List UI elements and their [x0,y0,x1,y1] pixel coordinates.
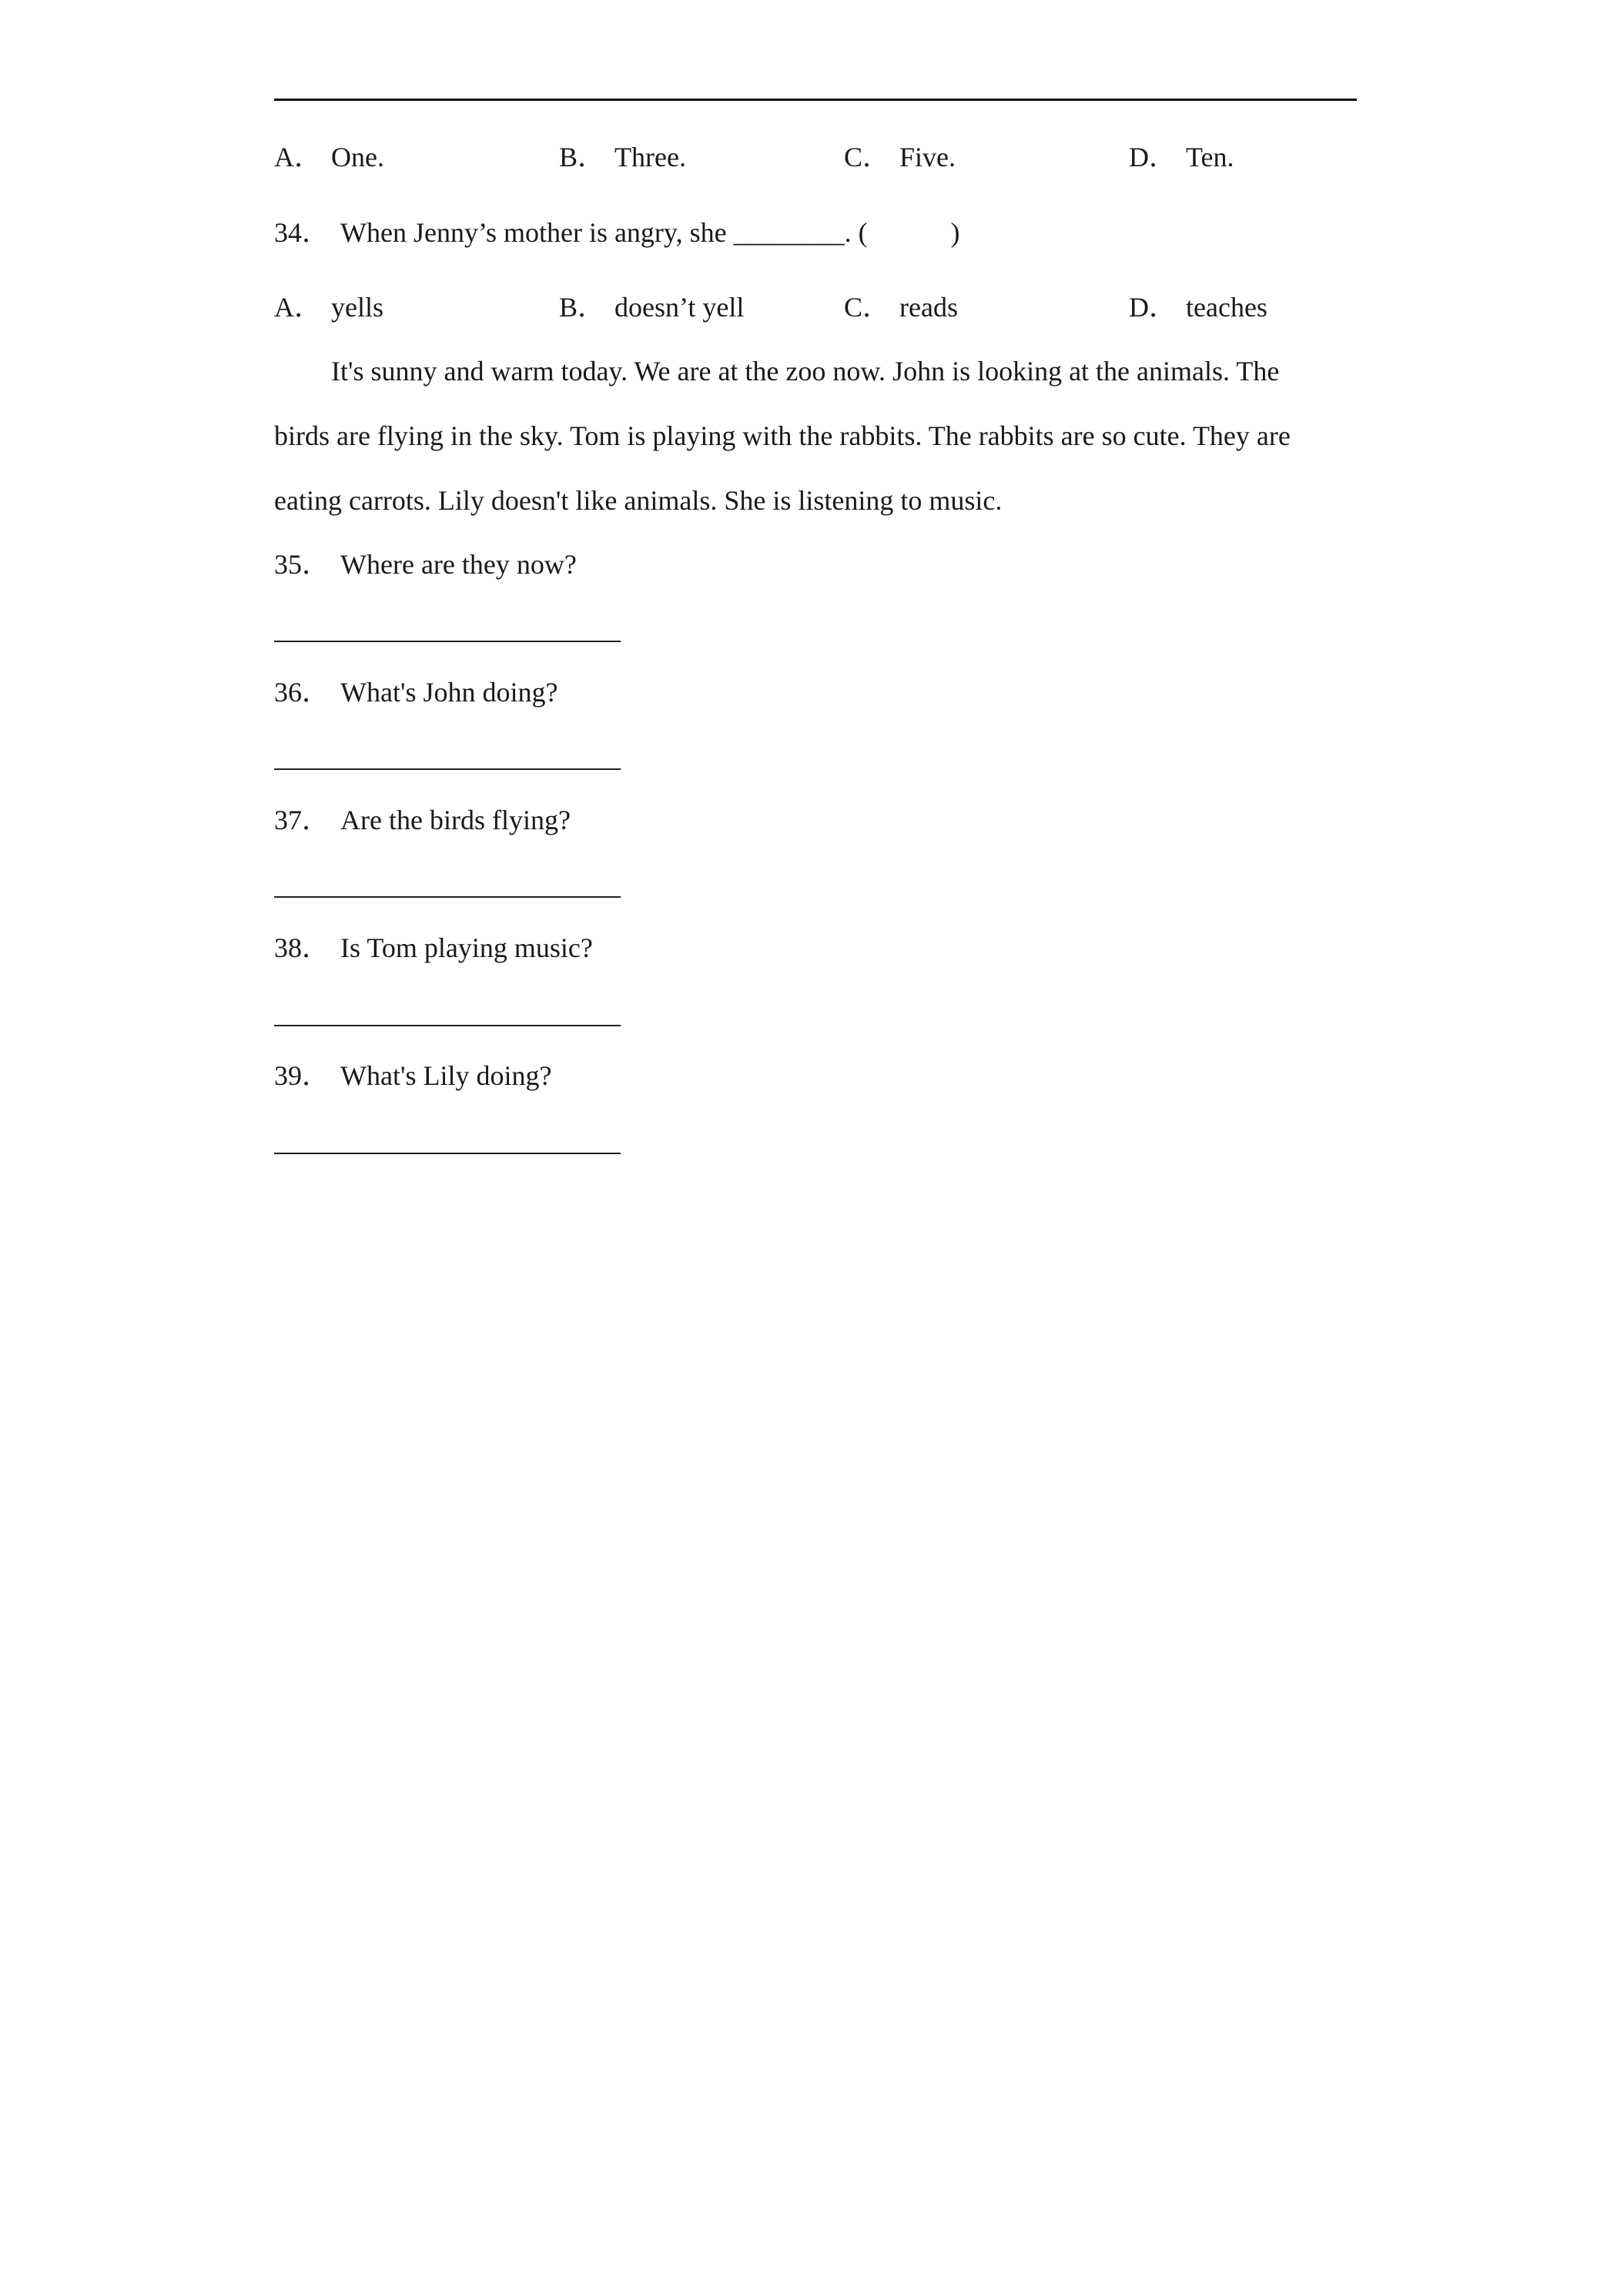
q34-option-d [1129,290,1267,324]
q33-option-a [274,140,384,174]
question-number: 36． [274,677,330,708]
option-text: Five. [899,142,956,172]
option-letter: D． [1129,142,1177,172]
question-number: 39． [274,1060,330,1091]
question-38 [274,931,593,965]
question-text: Are the birds flying? [340,805,571,835]
answer-blank-36[interactable] [274,768,621,770]
question-number: 35． [274,549,330,580]
answer-blank-35[interactable] [274,641,621,642]
option-text: reads [899,292,958,323]
answer-blank-37[interactable] [274,896,621,898]
option-letter: A． [274,292,322,323]
option-letter: C． [844,292,891,323]
passage-line-2: birds are flying in the sky. Tom is playing with the rabbits. The rabbits are so cute. They are [274,420,1291,451]
q33-option-d [1129,140,1234,174]
question-text: Is Tom playing music? [340,932,593,963]
q34-option-b [559,290,744,324]
option-letter: B． [559,292,606,323]
q34-option-a [274,290,383,324]
option-letter: D． [1129,292,1177,323]
question-37 [274,803,571,837]
option-text: Three. [614,142,686,172]
header-rule [274,99,1357,101]
question-text: What's John doing? [340,677,558,708]
option-text: Ten. [1186,142,1234,172]
option-text: teaches [1186,292,1267,323]
question-36 [274,675,558,709]
question-35 [274,547,577,581]
question-number: 34． [274,217,330,248]
question-text: When Jenny’s mother is angry, she ________. ( ) [340,217,960,248]
option-text: doesn’t yell [614,292,745,323]
q33-option-b [559,140,686,174]
question-text: What's Lily doing? [340,1060,552,1091]
option-letter: B． [559,142,606,172]
question-number: 38． [274,932,330,963]
answer-blank-39[interactable] [274,1153,621,1154]
q34-option-c [844,290,958,324]
passage-line-1: It's sunny and warm today. We are at the zoo now. John is looking at the animals. The [331,356,1280,387]
question-text: Where are they now? [340,549,577,580]
q33-option-c [844,140,956,174]
option-text: yells [331,292,383,323]
question-34 [274,216,960,249]
option-text: One. [331,142,384,172]
passage-line-3: eating carrots. Lily doesn't like animals. She is listening to music. [274,485,1003,516]
question-number: 37． [274,805,330,835]
answer-blank-38[interactable] [274,1025,621,1026]
option-letter: C． [844,142,891,172]
question-39 [274,1059,551,1093]
option-letter: A． [274,142,322,172]
